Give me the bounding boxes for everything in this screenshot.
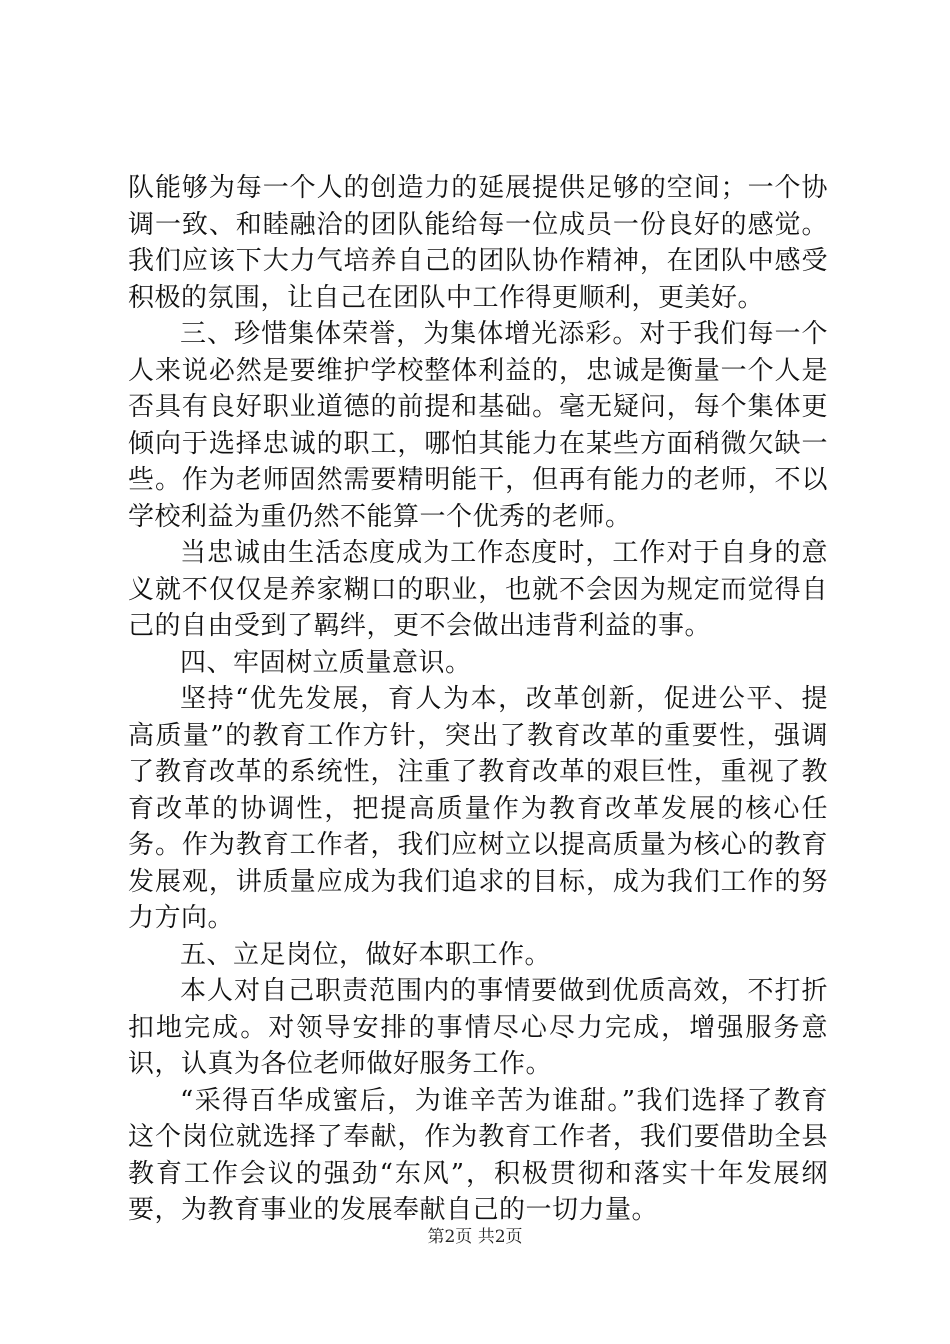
page-footer: 第2页 共2页 [427,1227,523,1247]
paragraph-3: 当忠诚由生活态度成为工作态度时，工作对于自身的意义就不仅仅是养家糊口的职业，也就不会因为规定而觉得自己的自由受到了羁绊，更不会做出违背利益的事。 [128,538,828,641]
section-heading-5: 五、立足岗位，做好本职工作。 [180,939,552,970]
paragraph-7: 本人对自己职责范围内的事情要做到优质高效，不打折扣地完成。对领导安排的事情尽心尽力完成，增强服务意识，认真为各位老师做好服务工作。 [128,976,828,1079]
document-body [128,170,828,1229]
section-heading-4: 四、牢固树立质量意识。 [180,647,472,678]
paragraph-8: “采得百华成蜜后，为谁辛苦为谁甜。”我们选择了教育这个岗位就选择了奉献，作为教育工作者，我们要借助全县教育工作会议的强劲“东风”，积极贯彻和落实十年发展纲要，为教育事业的发展奉献自己的一切力量。 [128,1085,828,1225]
paragraph-2: 三、珍惜集体荣誉，为集体增光添彩。对于我们每一个人来说必然是要维护学校整体利益的，忠诚是衡量一个人是否具有良好职业道德的前提和基础。毫无疑问，每个集体更倾向于选择忠诚的职工，哪怕其能力在某些方面稍微欠缺一些。作为老师固然需要精明能干，但再有能力的老师，不以学校利益为重仍然不能算一个优秀的老师。 [128,319,828,532]
paragraph-5: 坚持“优先发展，育人为本，改革创新，促进公平、提高质量”的教育工作方针，突出了教育改革的重要性，强调了教育改革的系统性，注重了教育改革的艰巨性，重视了教育改革的协调性，把提高质量作为教育改革发展的核心任务。作为教育工作者，我们应树立以提高质量为核心的教育发展观，讲质量应成为我们追求的目标，成为我们工作的努力方向。 [128,684,828,933]
paragraph-1: 队能够为每一个人的创造力的延展提供足够的空间；一个协调一致、和睦融洽的团队能给每一位成员一份良好的感觉。我们应该下大力气培养自己的团队协作精神，在团队中感受积极的氛围，让自己在团队中工作得更顺利，更美好。 [128,173,828,313]
